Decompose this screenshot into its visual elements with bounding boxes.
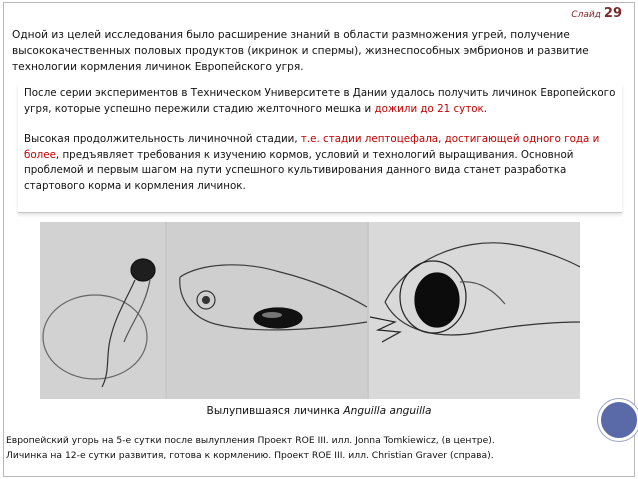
caption-species: Anguilla anguilla [343,405,432,417]
slide-label: Слайд [571,10,601,20]
credit-line-2: Личинка на 12-е сутки развития, готова к кормлению. Проект ROE III. илл. Christian Graver (справа). [6,450,494,461]
panel-paragraph-1 [24,86,616,117]
larvae-photo [40,222,580,399]
info-panel [18,83,622,213]
panel-p1-highlight: дожили до 21 суток [374,102,484,115]
panel-p1-end: . [483,102,488,115]
image-credits [6,433,606,463]
figure-caption [0,405,638,417]
panel-p2-rest: , предъявляет требования к изучению кормов, условий и технологий выращивания. Основной проблемой и первым шагом на пути успешного культивирования данного вида станет разработка стартового корма и кормления личинок. [24,148,574,192]
slide-number-value: 29 [603,6,622,21]
caption-text: Вылупившаяся личинка [206,405,344,417]
credit-line-1: Европейский угорь на 5-е сутки после вылупления Проект ROE III. илл. Jonna Tomkiewicz, (в центре). [6,435,495,446]
panel-paragraph-2 [24,132,616,194]
photo-panel-right [369,222,580,399]
panel-p1-text: После серии экспериментов в Техническом Университете в Дании удалось получить личинок Европейского угря, которые успешно пережили стадию желточного мешка и [24,87,616,115]
intro-text: Одной из целей исследования было расширение знаний в области размножения угрей, получение высококачественных половых продуктов (икринок и спермы), жизнеспособных эмбрионов и развитие технологии кормления личинок Европейского угря. [12,29,589,73]
slide-number [571,6,622,21]
panel-p2-text: Высокая продолжительность личиночной стадии, [24,133,301,145]
photo-panel-left [40,222,165,399]
panel-p2-highlight: т.е. стадии лептоцефала, достигающей одного года и более [24,133,600,161]
